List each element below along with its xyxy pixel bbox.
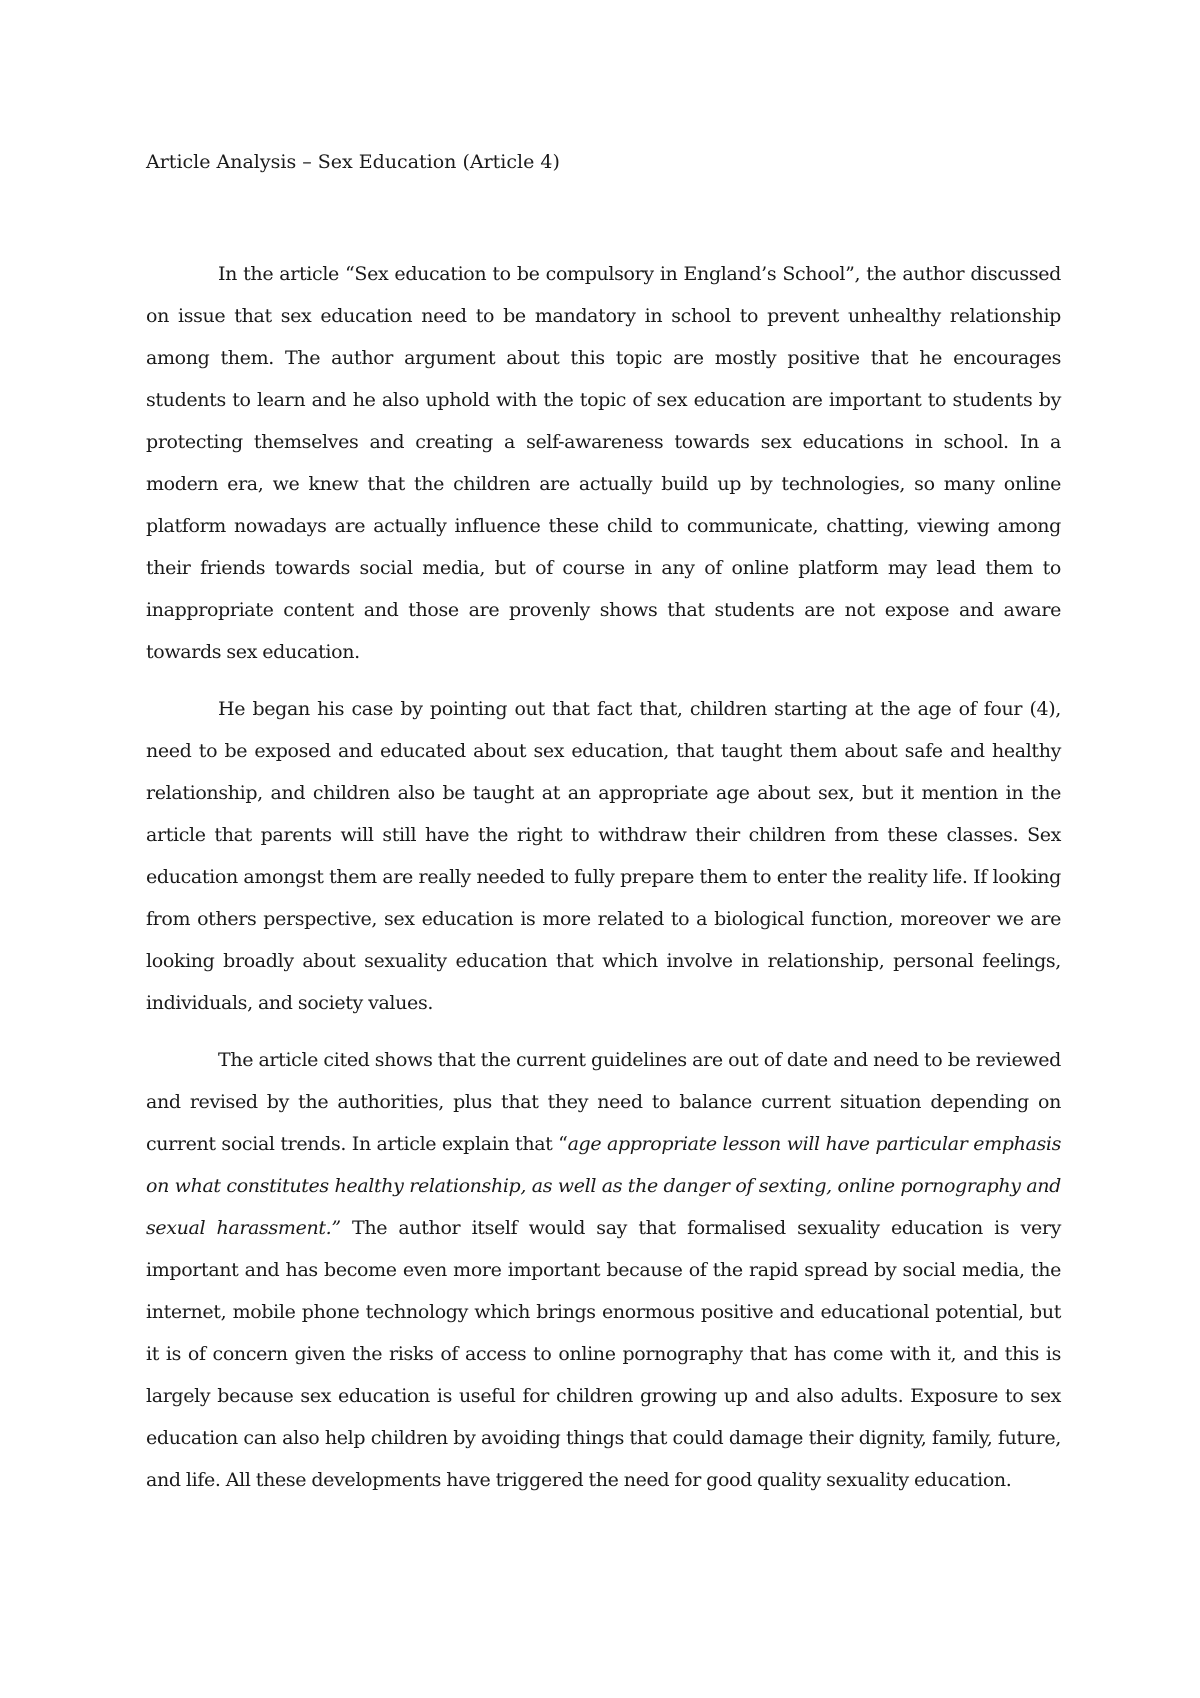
document-title: Article Analysis – Sex Education (Article 4) [146,151,560,173]
paragraph-3-quotation: age appropriate lesson will have particular emphasis on what constitutes healthy relationship, as well as the danger of sexting, online pornography and sexual harassment.” [146,1133,1061,1239]
paragraph-3-trailing-text: The author itself would say that formalised sexuality education is very important and has become even more important because of the rapid spread by social media, the internet, mobile phone technology which brings enormous positive and educational potential, but it is of concern given the risks of access to online pornography that has come with it, and this is largely because sex education is useful for children growing up and also adults. Exposure to sex education can also help children by avoiding things that could damage their dignity, family, future, and life. All these developments have triggered the need for good quality sexuality education. [146,1217,1061,1491]
paragraph-3 [146,1039,1061,1501]
paragraph-2: He began his case by pointing out that fact that, children starting at the age of four (4), need to be exposed and educated about sex education, that taught them about safe and healthy relationship, and children also be taught at an appropriate age about sex, but it mention in the article that parents will still have the right to withdraw their children from these classes. Sex education amongst them are really needed to fully prepare them to enter the reality life. If looking from others perspective, sex education is more related to a biological function, moreover we are looking broadly about sexuality education that which involve in relationship, personal feelings, individuals, and society values. [146,698,1061,1014]
paragraph-3-lead-text: The article cited shows that the current guidelines are out of date and need to be reviewed and revised by the authorities, plus that they need to balance current situation depending on current social trends. In article explain that “ [146,1049,1061,1155]
document-body [146,253,1061,1516]
paragraph-1: In the article “Sex education to be compulsory in England’s School”, the author discussed on issue that sex education need to be mandatory in school to prevent unhealthy relationship among them. The author argument about this topic are mostly positive that he encourages students to learn and he also uphold with the topic of sex education are important to students by protecting themselves and creating a self-awareness towards sex educations in school. In a modern era, we knew that the children are actually build up by technologies, so many online platform nowadays are actually influence these child to communicate, chatting, viewing among their friends towards social media, but of course in any of online platform may lead them to inappropriate content and those are provenly shows that students are not expose and aware towards sex education. [146,263,1061,663]
